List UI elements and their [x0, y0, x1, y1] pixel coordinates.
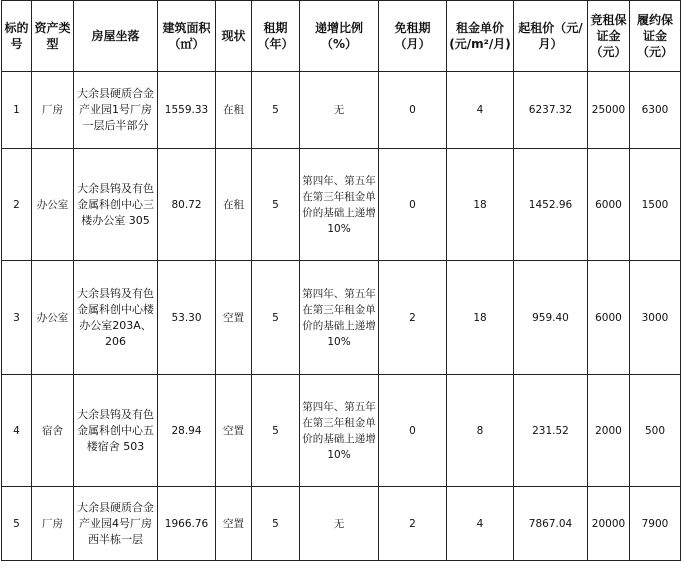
cell-type: 厂房 [32, 487, 74, 561]
cell-term: 5 [252, 72, 300, 149]
cell-perf-deposit: 3000 [630, 261, 681, 375]
table-row [2, 149, 681, 261]
cell-increase: 无 [300, 72, 379, 149]
header-bid-deposit: 竞租保证金（元） [588, 1, 630, 72]
rental-table [1, 0, 681, 561]
header-area: 建筑面积（㎡） [158, 1, 216, 72]
table-row [2, 375, 681, 487]
cell-bid-deposit: 20000 [588, 487, 630, 561]
cell-free: 0 [379, 72, 447, 149]
header-term: 租期（年） [252, 1, 300, 72]
header-address: 房屋坐落 [74, 1, 158, 72]
cell-unit-price: 18 [447, 149, 514, 261]
cell-term: 5 [252, 149, 300, 261]
cell-start-price: 231.52 [514, 375, 588, 487]
cell-status: 空置 [216, 261, 252, 375]
table-row [2, 72, 681, 149]
header-row [2, 1, 681, 72]
header-no: 标的号 [2, 1, 32, 72]
cell-term: 5 [252, 261, 300, 375]
cell-area: 53.30 [158, 261, 216, 375]
cell-unit-price: 8 [447, 375, 514, 487]
cell-area: 1966.76 [158, 487, 216, 561]
cell-unit-price: 18 [447, 261, 514, 375]
cell-perf-deposit: 6300 [630, 72, 681, 149]
cell-area: 1559.33 [158, 72, 216, 149]
cell-bid-deposit: 6000 [588, 261, 630, 375]
cell-bid-deposit: 6000 [588, 149, 630, 261]
cell-free: 2 [379, 487, 447, 561]
cell-no: 5 [2, 487, 32, 561]
cell-term: 5 [252, 487, 300, 561]
cell-bid-deposit: 2000 [588, 375, 630, 487]
cell-address: 大余县硬质合金产业园4号厂房西半栋一层 [74, 487, 158, 561]
cell-perf-deposit: 7900 [630, 487, 681, 561]
header-increase: 递增比例（%） [300, 1, 379, 72]
cell-increase: 第四年、第五年在第三年租金单价的基础上递增10% [300, 149, 379, 261]
cell-type: 办公室 [32, 149, 74, 261]
cell-start-price: 1452.96 [514, 149, 588, 261]
cell-start-price: 6237.32 [514, 72, 588, 149]
cell-address: 大余县钨及有色金属科创中心三楼办公室 305 [74, 149, 158, 261]
cell-status: 空置 [216, 375, 252, 487]
cell-status: 在租 [216, 72, 252, 149]
cell-term: 5 [252, 375, 300, 487]
cell-type: 厂房 [32, 72, 74, 149]
cell-increase: 第四年、第五年在第三年租金单价的基础上递增10% [300, 375, 379, 487]
cell-start-price: 959.40 [514, 261, 588, 375]
cell-no: 1 [2, 72, 32, 149]
cell-address: 大余县钨及有色金属科创中心楼办公室203A、206 [74, 261, 158, 375]
cell-perf-deposit: 1500 [630, 149, 681, 261]
cell-unit-price: 4 [447, 487, 514, 561]
header-free: 免租期（月） [379, 1, 447, 72]
cell-increase: 无 [300, 487, 379, 561]
header-unit-price: 租金单价(元/m²/月) [447, 1, 514, 72]
cell-no: 3 [2, 261, 32, 375]
cell-free: 0 [379, 375, 447, 487]
header-status: 现状 [216, 1, 252, 72]
cell-no: 4 [2, 375, 32, 487]
cell-status: 在租 [216, 149, 252, 261]
cell-free: 2 [379, 261, 447, 375]
cell-address: 大余县钨及有色金属科创中心五楼宿舍 503 [74, 375, 158, 487]
cell-free: 0 [379, 149, 447, 261]
header-start-price: 起租价（元/月） [514, 1, 588, 72]
header-type: 资产类型 [32, 1, 74, 72]
table-row [2, 261, 681, 375]
cell-increase: 第四年、第五年在第三年租金单价的基础上递增10% [300, 261, 379, 375]
cell-type: 办公室 [32, 261, 74, 375]
header-perf-deposit: 履约保证金（元） [630, 1, 681, 72]
cell-bid-deposit: 25000 [588, 72, 630, 149]
cell-start-price: 7867.04 [514, 487, 588, 561]
cell-perf-deposit: 500 [630, 375, 681, 487]
cell-area: 80.72 [158, 149, 216, 261]
cell-status: 空置 [216, 487, 252, 561]
table-row [2, 487, 681, 561]
cell-unit-price: 4 [447, 72, 514, 149]
cell-area: 28.94 [158, 375, 216, 487]
cell-address: 大余县硬质合金产业园1号厂房一层后半部分 [74, 72, 158, 149]
cell-no: 2 [2, 149, 32, 261]
cell-type: 宿舍 [32, 375, 74, 487]
